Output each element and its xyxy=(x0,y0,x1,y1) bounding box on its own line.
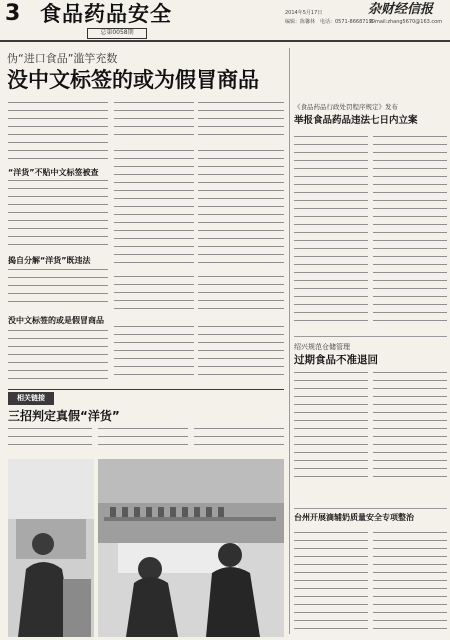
main-col2-text xyxy=(114,102,194,142)
main-col3-text-b xyxy=(198,150,284,270)
column-divider xyxy=(289,48,290,634)
link-col2-text xyxy=(98,428,188,452)
bottom-right-headline: 台州开展滴辅奶质量安全专项整治 xyxy=(294,513,414,522)
side-col1-text xyxy=(294,136,368,328)
masthead xyxy=(0,0,450,42)
lower-right-kicker: 绍兴规范仓储管理 xyxy=(294,343,350,351)
subhead-2: 捣自分解“洋货”既违法 xyxy=(8,256,91,265)
main-col1-text-c xyxy=(8,269,108,309)
issue-date: 2014年5月17日 xyxy=(285,10,323,16)
link-label: 相关链接 xyxy=(17,394,45,402)
main-col1-text xyxy=(8,102,108,166)
main-headline: 没中文标签的或为假冒商品 xyxy=(7,68,259,92)
link-headline: 三招判定真假“洋货” xyxy=(8,409,120,423)
paper-name: 杂财经信报 xyxy=(368,2,434,17)
masthead-rule xyxy=(0,40,450,42)
lower-right-col1-text xyxy=(294,372,368,484)
link-col1-text xyxy=(8,428,92,452)
section-title: 食品药品安全 xyxy=(40,2,172,26)
lower-right-bottom-rule xyxy=(294,508,447,509)
main-col2-text-b xyxy=(114,150,194,270)
side-kicker: 《食品药品行政处罚程序规定》发布 xyxy=(294,103,398,111)
photo-left xyxy=(8,459,94,637)
main-bottom-text-1 xyxy=(8,330,108,386)
side-bottom-rule xyxy=(294,336,447,337)
bottom-right-col2-text xyxy=(373,532,447,636)
link-col3-text xyxy=(194,428,284,452)
main-bottom-text-2 xyxy=(114,326,194,382)
lower-right-headline: 过期食品不准退回 xyxy=(294,354,378,366)
subhead-3: 没中文标签的或是假冒商品 xyxy=(8,316,104,325)
page-number: 3 xyxy=(5,1,21,26)
photo-right xyxy=(98,459,284,637)
edition-label: 总第0058期 xyxy=(100,29,134,36)
main-col3-text xyxy=(198,102,284,142)
main-kicker: 伪“进口食品”滥竽充数 xyxy=(7,52,118,65)
main-bottom-text-3 xyxy=(198,326,284,382)
bottom-right-col1-text xyxy=(294,532,368,636)
editor-line: 编辑：陈馨林 xyxy=(285,19,316,25)
phone-line: 电话：0571-86687190 xyxy=(320,19,375,25)
side-col2-text xyxy=(373,136,447,328)
lower-right-col2-text xyxy=(373,372,447,484)
side-headline: 举报食品药品违法七日内立案 xyxy=(294,115,418,126)
main-col2-text-c xyxy=(114,276,194,310)
main-col1-text-b xyxy=(8,180,108,252)
link-top-rule xyxy=(8,389,284,390)
email-line: E-mail:zhang5670@163.com xyxy=(370,19,443,25)
photo-right-image xyxy=(98,459,284,637)
photo-left-image xyxy=(8,459,94,637)
main-col3-text-c xyxy=(198,276,284,310)
subhead-1: “洋货”不贴中文标签被查 xyxy=(8,168,99,177)
